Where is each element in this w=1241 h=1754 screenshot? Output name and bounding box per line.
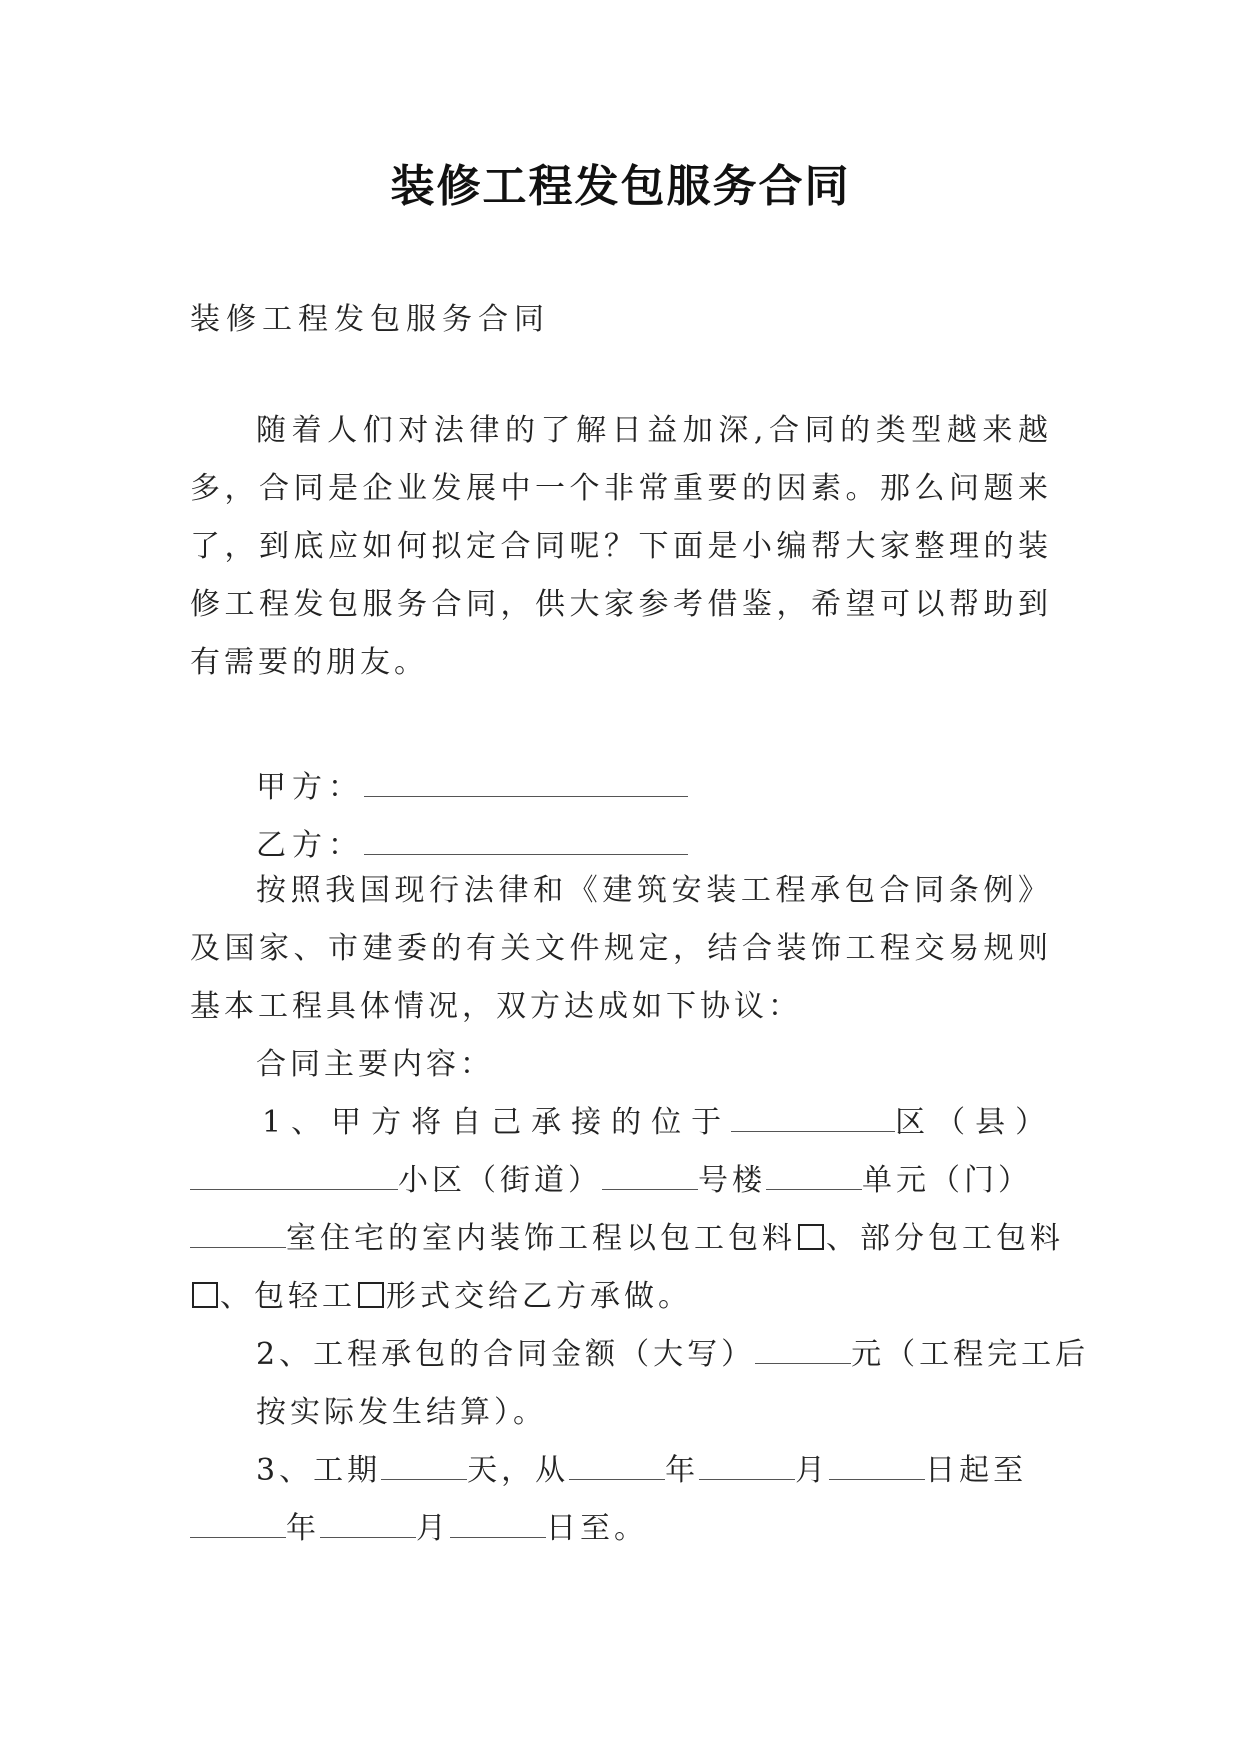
document-subtitle: 装修工程发包服务合同	[190, 302, 550, 337]
end-year-blank[interactable]	[190, 1511, 286, 1538]
clause1-text-a: 1、甲方将自己承接的位于	[262, 1105, 732, 1140]
contract-amount-blank[interactable]	[755, 1337, 851, 1364]
clause1-text-d: 号楼	[698, 1163, 766, 1198]
clause1-line1	[190, 1094, 1124, 1152]
clause1-line3	[190, 1210, 1064, 1268]
full-package-checkbox[interactable]	[798, 1224, 824, 1250]
intro-paragraph: 随着人们对法律的了解日益加深,合同的类型越来越多，合同是企业发展中一个非常重要的因素。那么问题来了，到底应如何拟定合同呢？下面是小编帮大家整理的装修工程发包服务合同，供大家参考借鉴，希望可以帮助到有需要的朋友。	[190, 413, 1052, 680]
light-work-checkbox[interactable]	[358, 1282, 384, 1308]
clause1-unit-blank[interactable]	[766, 1163, 862, 1190]
clause1-building-blank[interactable]	[602, 1163, 698, 1190]
clause1-district-blank[interactable]	[731, 1105, 895, 1132]
clause1-text-f: 室住宅的室内装饰工程以包工包料	[286, 1221, 796, 1256]
party-a-blank[interactable]	[364, 770, 688, 797]
clause2-text-a: 2、工程承包的合同金额（大写）	[256, 1337, 756, 1372]
duration-days-blank[interactable]	[381, 1453, 467, 1480]
party-b-line	[256, 820, 688, 864]
end-month-blank[interactable]	[320, 1511, 416, 1538]
clause1-text-b: 区（县）	[895, 1105, 1056, 1140]
party-b-label: 乙方：	[256, 828, 364, 863]
start-year-blank[interactable]	[569, 1453, 665, 1480]
basis-paragraph: 按照我国现行法律和《建筑安装工程承包合同条例》及国家、市建委的有关文件规定，结合装饰工程交易规则基本工程具体情况，双方达成如下协议：	[190, 873, 1052, 1024]
clause3-text-b: 天，从	[467, 1453, 570, 1488]
partial-package-checkbox[interactable]	[192, 1282, 218, 1308]
clause3-line2	[190, 1500, 1052, 1558]
clause1-line2	[190, 1152, 1052, 1210]
start-day-blank[interactable]	[829, 1453, 925, 1480]
clause1-text-e: 单元（门）	[862, 1163, 1032, 1198]
clause1-text-c: 小区（街道）	[398, 1163, 602, 1198]
end-day-blank[interactable]	[450, 1511, 546, 1538]
clause3-text-f: 年	[286, 1511, 320, 1546]
clause3-text-d: 月	[795, 1453, 830, 1488]
party-a-line	[256, 762, 688, 806]
clause1-line4	[190, 1268, 1052, 1326]
clause1-text-h: 、包轻工	[220, 1279, 356, 1314]
party-b-blank[interactable]	[364, 828, 688, 855]
clause3-line1	[190, 1442, 1118, 1500]
clause3-text-h: 日至。	[546, 1511, 648, 1546]
clause1-text-i: 形式交给乙方承做。	[386, 1279, 692, 1314]
clause1-community-blank[interactable]	[190, 1163, 398, 1190]
document-title: 装修工程发包服务合同	[390, 161, 851, 212]
clause3-text-c: 年	[665, 1453, 700, 1488]
clause3-text-e: 日起至	[925, 1453, 1028, 1488]
start-month-blank[interactable]	[699, 1453, 795, 1480]
main-content-label: 合同主要内容：	[256, 1047, 494, 1082]
clause2-line1	[190, 1326, 1118, 1442]
clause1-text-g: 、部分包工包料	[826, 1221, 1064, 1256]
clause2-text-b: 元（工程完工后按实际发生结算）。	[256, 1337, 1090, 1430]
party-a-label: 甲方：	[256, 770, 364, 805]
clause1-room-blank[interactable]	[190, 1221, 286, 1248]
clause3-text-a: 3、工期	[256, 1453, 382, 1488]
clause3-text-g: 月	[416, 1511, 450, 1546]
